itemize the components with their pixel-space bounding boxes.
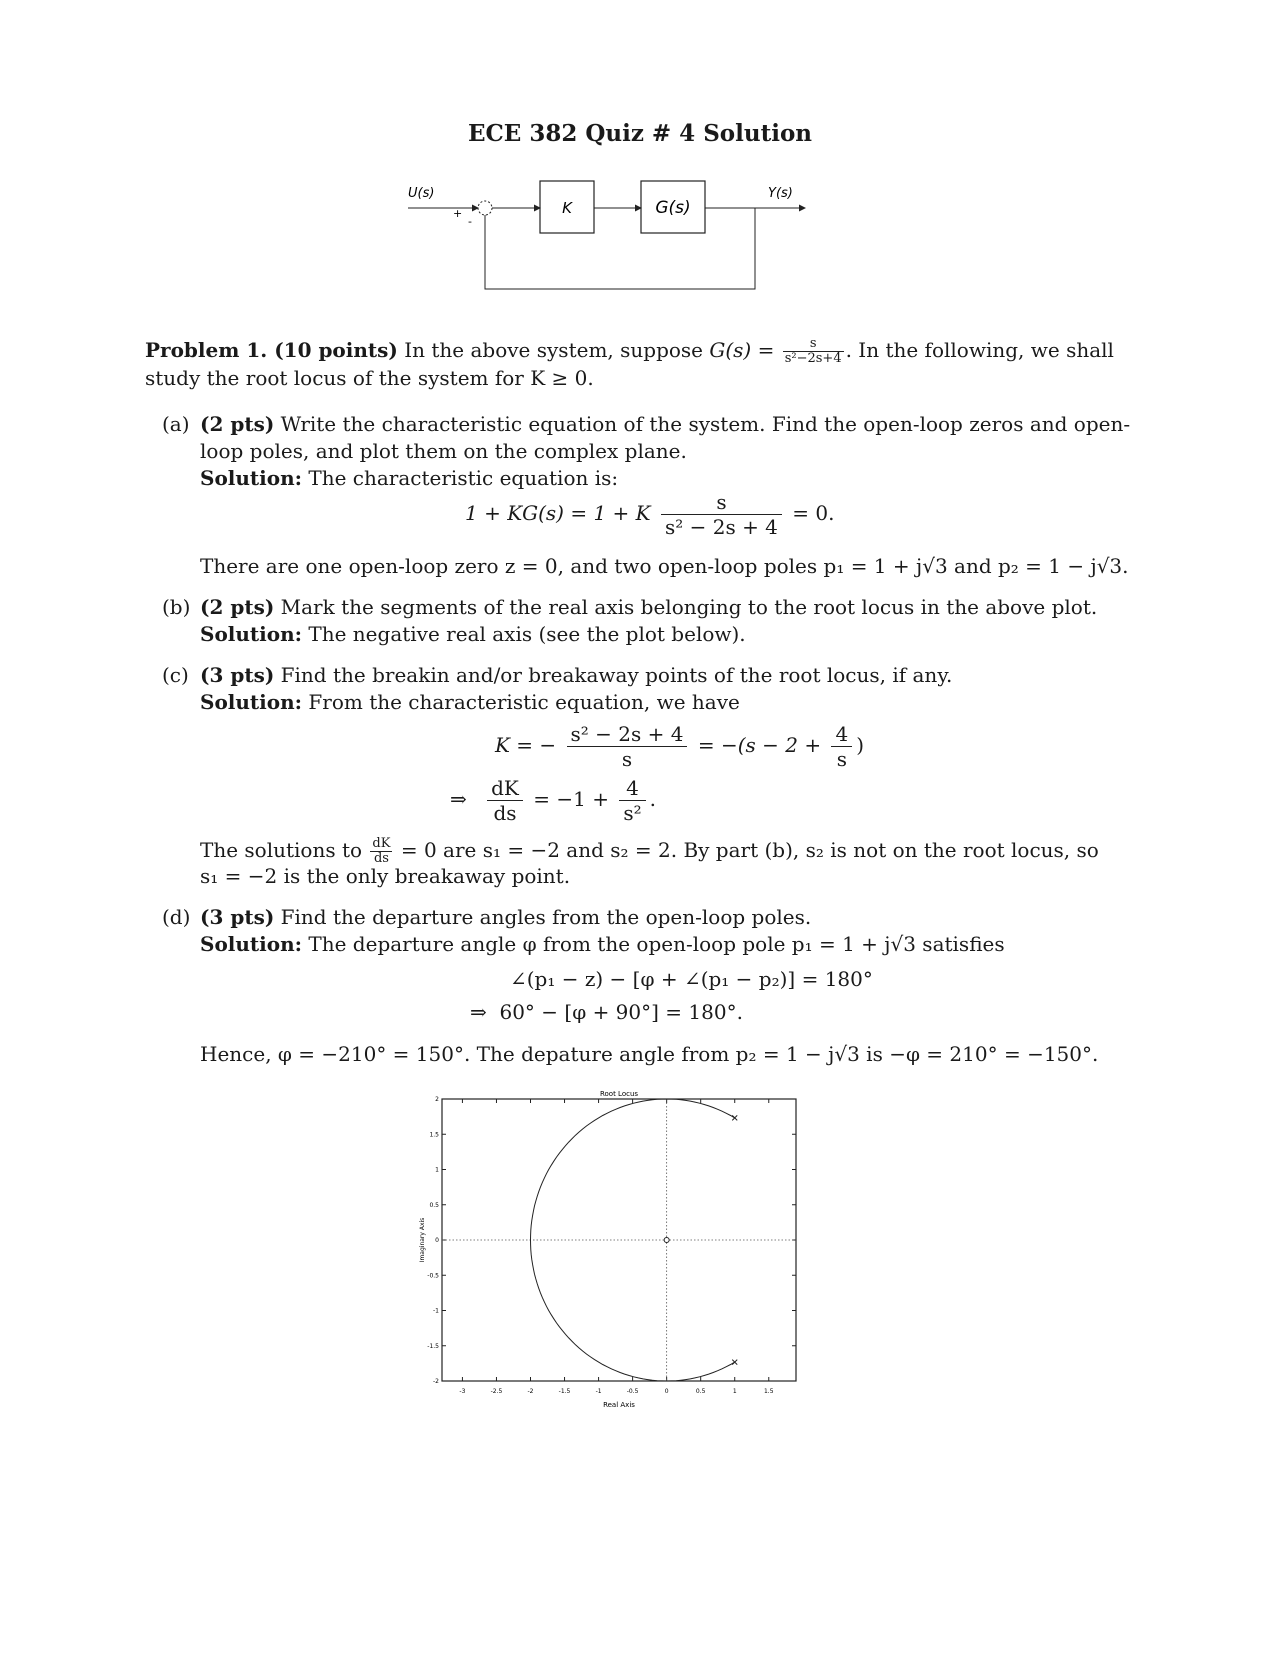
part-b-line-1: (2 pts) Mark the segments of the real axis belonging to the root locus in the above plot. [200,595,1098,619]
gain-label: K [562,199,572,217]
x-tick-label: -2 [527,1388,534,1395]
x-axis-label: Real Axis [603,1401,635,1409]
part-c-label: (c) [162,663,189,687]
chart-title: Root Locus [599,1090,639,1098]
page-title: ECE 382 Quiz # 4 Solution [467,120,813,147]
x-tick-label: 0.5 [695,1388,706,1395]
part-a-solution: Solution: The characteristic equation is: [200,466,619,490]
x-tick-label: -0.5 [626,1388,639,1395]
problem-head: Problem 1. (10 points) [145,338,398,362]
x-tick-label: -1.5 [558,1388,571,1395]
g-lhs: G(s) = [709,338,775,362]
part-d-label: (d) [162,905,191,929]
y-tick-label: -1 [433,1307,439,1315]
output-label: Y(s) [768,186,793,201]
x-tick-label: 1 [732,1388,737,1395]
x-tick-label: -3 [459,1388,466,1395]
problem-text: In the above system, suppose [397,338,710,362]
y-axis-label: Imaginary Axis [419,1217,426,1263]
y-tick-label: 0 [435,1237,439,1244]
y-tick-label: -2 [433,1378,439,1385]
angle-equation-1: ∠(p₁ − z) − [φ + ∠(p₁ − p₂)] = 180° [510,967,873,991]
x-tick-label: -1 [595,1388,602,1395]
y-tick-label: 0.5 [429,1201,439,1209]
part-d-line-2: Hence, φ = −210° = 150°. The depature angle from p₂ = 1 − j√3 is −φ = 210° = −150°. [200,1042,1099,1066]
pole-marker [732,1360,737,1365]
y-tick-label: -0.5 [427,1272,439,1280]
part-a-line-3: There are one open-loop zero z = 0, and two open-loop poles p₁ = 1 + j√3 and p₂ = 1 − j√3. [200,554,1129,578]
part-b-label: (b) [162,595,191,619]
summing-junction [478,201,492,215]
char-equation: 1 + KG(s) = 1 + K $\frac{s}{\text{s² − 2s + 4}}$ = 0. [465,490,835,539]
y-tick-label: 1 [435,1166,439,1174]
part-d-line-1: (3 pts) Find the departure angles from the open-loop poles. [200,905,812,929]
dk-equation: ⇒ $\frac{dK}{ds}$ = −1 + $\frac{4}{\text{s²}}$ . [450,776,656,825]
angle-equation-2: ⇒ 60° − [φ + 90°] = 180°. [470,1000,743,1024]
problem-line-2: study the root locus of the system for K ≥ 0. [145,366,594,390]
zero-marker [664,1238,669,1243]
part-a-line-1: (2 pts) Write the characteristic equation of the system. Find the open-loop zeros and open- [200,412,1131,436]
part-c-line-3: s₁ = −2 is the only breakaway point. [200,864,571,888]
part-c-line-1: (3 pts) Find the breakin and/or breakaway points of the root locus, if any. [200,663,953,687]
pole-marker [732,1115,737,1120]
part-c-solution: Solution: From the characteristic equation, we have [200,690,740,714]
problem-text-2: . In the following, we shall [845,338,1114,362]
y-tick-label: 1.5 [429,1131,439,1139]
char-eq-fraction: $\frac{s}{\text{s² − 2s + 4}}$ [661,490,782,539]
part-a-label: (a) [162,412,190,436]
x-tick-label: 1.5 [763,1388,774,1395]
plant-label: G(s) [655,198,691,218]
feedback-path [485,208,755,289]
x-tick-label: 0 [664,1388,669,1395]
plus-sign: + [453,207,463,220]
x-tick-label: -2.5 [490,1388,503,1395]
part-a-line-2: loop poles, and plot them on the complex plane. [200,439,687,463]
k-equation: K = − $\frac{\text{s² − 2s + 4}}{s}$ = −(s − 2 + $\frac{4}{s}$ ) [495,722,865,771]
part-d-solution: Solution: The departure angle φ from the open-loop pole p₁ = 1 + j√3 satisfies [200,932,1005,956]
root-locus-chart [410,1085,830,1415]
y-tick-label: -1.5 [427,1342,439,1350]
part-b-solution: Solution: The negative real axis (see the plot below). [200,622,746,646]
input-label: U(s) [408,186,435,201]
block-diagram [400,175,830,300]
g-fraction: $\frac{s}{\text{s²−2s+4}}$ [784,336,842,366]
part-c-line-2: The solutions to $\frac{dK}{ds}$ = 0 are s₁ = −2 and s₂ = 2. By part (b), s₂ is not on the root locus, so [200,836,1099,866]
minus-sign: - [468,215,472,228]
y-tick-label: 2 [435,1096,439,1103]
problem-line-1 [145,336,1114,366]
